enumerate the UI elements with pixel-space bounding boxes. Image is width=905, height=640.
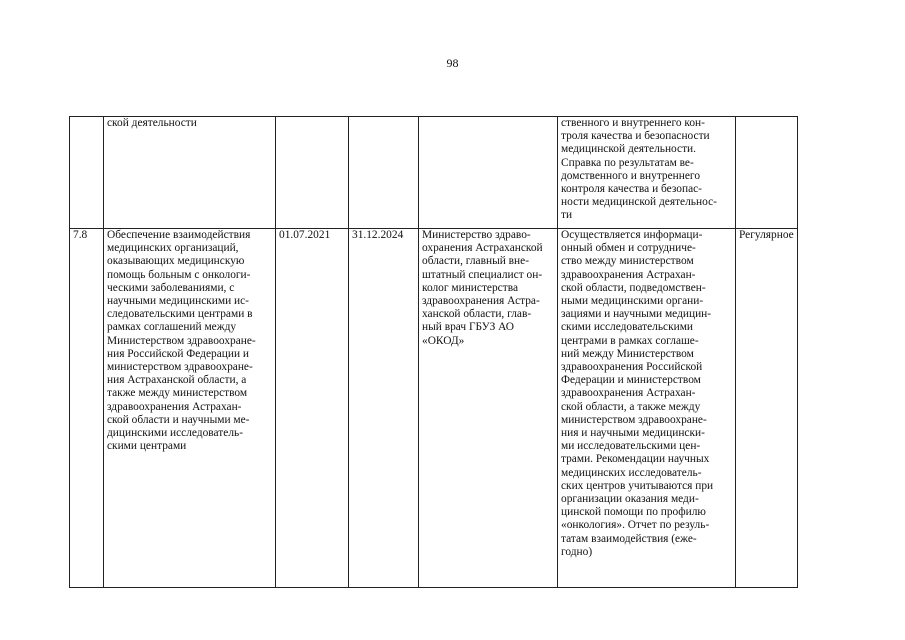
result-cell: Осуществляется информаци- онный обмен и сотрудниче- ство между министерством здравоохранения Астрахан- ской области, подведомствен- ными медицинскими органи- зациями и научными медицин- скими исследовательскими центрами в рамках соглаше- ний между Министерством здравоохранения Российской Федерации и министерством здравоохранения Астрахан- ской области, а также между министерством здравоохране- ния и научными медицински- ми исследовательскими цен- трами. Рекомендации научных медицинских исследователь- ских центров учитываются при организации оказания меди- цинской помощи по профилю «онкология». Отчет по резуль- татам взаимодействия (еже- годно) <box>558 229 736 588</box>
measures-table <box>69 116 798 588</box>
row-number-cell <box>70 117 104 229</box>
end-date-cell: 31.12.2024 <box>349 229 419 588</box>
executor-cell: Министерство здраво- охранения Астраханской области, главный вне- штатный специалист он- колог министерства здравоохранения Астра- ханской области, глав- ный врач ГБУЗ АО «ОКОД» <box>419 229 558 588</box>
page-number: 98 <box>446 56 459 70</box>
end-date-cell <box>349 117 419 229</box>
start-date-cell <box>276 117 349 229</box>
periodicity-cell <box>736 117 798 229</box>
executor-cell <box>419 117 558 229</box>
result-cell: ственного и внутреннего кон- троля качества и безопасности медицинской деятельности. Справка по результатам ве- домственного и внутреннего контроля качества и безопас- ности медицинской деятельнос- ти <box>558 117 736 229</box>
periodicity-cell: Регулярное <box>736 229 798 588</box>
table-row-7-8 <box>70 229 798 588</box>
start-date-cell: 01.07.2021 <box>276 229 349 588</box>
row-number-cell: 7.8 <box>70 229 104 588</box>
measure-name-cell: ской деятельности <box>104 117 276 229</box>
table-row-continuation <box>70 117 798 229</box>
measure-name-cell: Обеспечение взаимодействия медицинских организаций, оказывающих медицинскую помощь больным с онкологи- ческими заболеваниями, с научными медицинскими ис- следовательскими центрами в рамках соглашений между Министерством здравоохране- ния Российской Федерации и министерством здравоохране- ния Астраханской области, а также между министерством здравоохранения Астрахан- ской области и научными ме- дицинскими исследователь- скими центрами <box>104 229 276 588</box>
